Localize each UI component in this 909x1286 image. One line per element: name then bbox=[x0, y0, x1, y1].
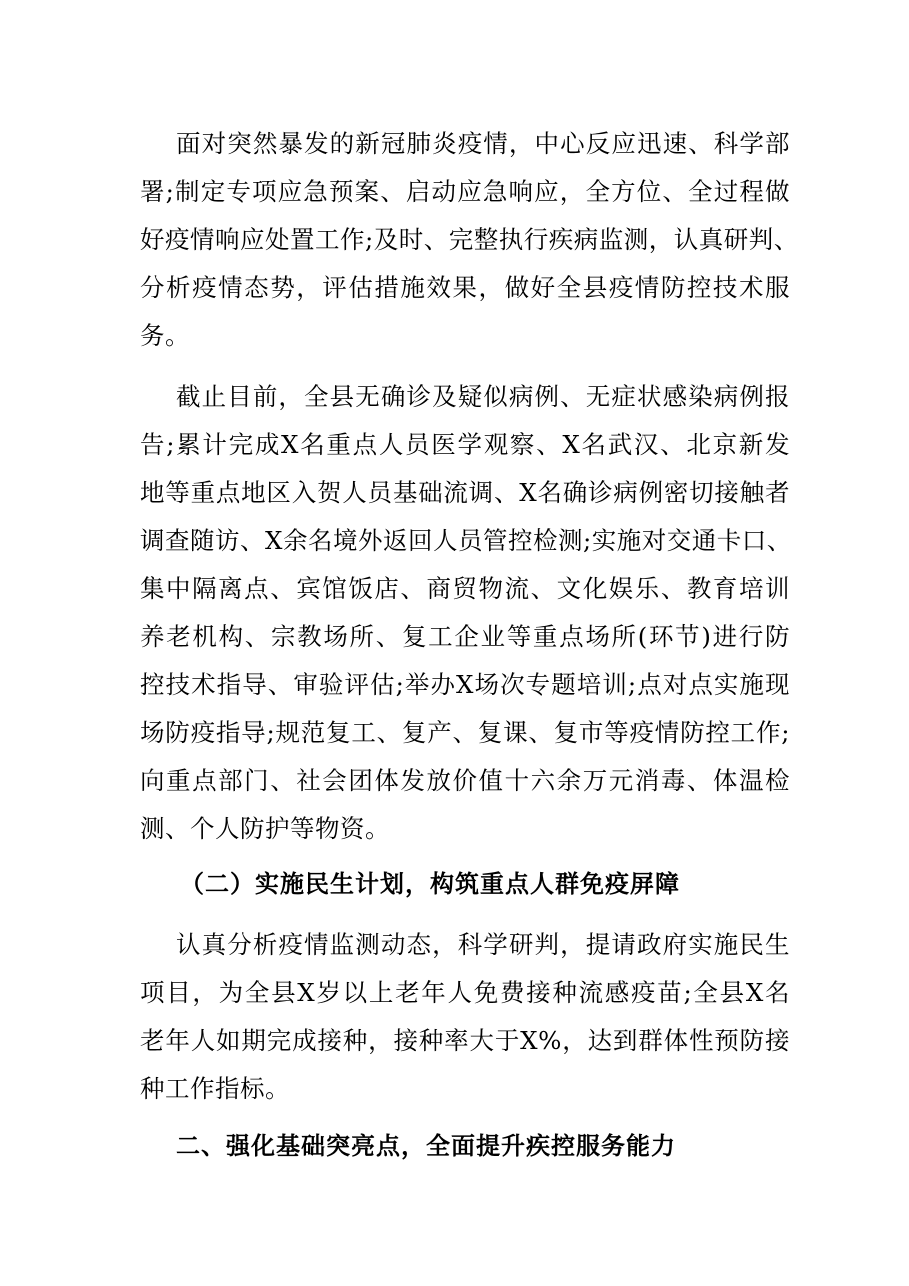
text-line: 场防疫指导;规范复工、复产、复课、复市等疫情防控工作; bbox=[140, 718, 790, 747]
text-line: 告;累计完成X名重点人员医学观察、X名武汉、北京新发 bbox=[140, 430, 790, 459]
text-line: 好疫情响应处置工作;及时、完整执行疾病监测，认真研判、 bbox=[140, 225, 799, 254]
text-line: 养老机构、宗教场所、复工企业等重点场所(环节)进行防 bbox=[140, 622, 790, 651]
text-line: 地等重点地区入贺人员基础流调、X名确诊病例密切接触者 bbox=[140, 478, 790, 507]
text-line: 项目，为全县X岁以上老年人免费接种流感疫苗;全县X名 bbox=[140, 978, 790, 1007]
text-line: 向重点部门、社会团体发放价值十六余万元消毒、体温检 bbox=[140, 766, 790, 795]
text-line: 截止目前，全县无确诊及疑似病例、无症状感染病例报 bbox=[176, 382, 790, 411]
text-line: 认真分析疫情监测动态，科学研判，提请政府实施民生 bbox=[176, 930, 790, 959]
section-subheading: （二）实施民生计划，构筑重点人群免疫屏障 bbox=[180, 870, 680, 898]
text-line: 务。 bbox=[140, 321, 190, 350]
text-line: 老年人如期完成接种，接种率大于X%，达到群体性预防接 bbox=[140, 1026, 790, 1055]
text-line: 分析疫情态势，评估措施效果，做好全县疫情防控技术服 bbox=[140, 273, 790, 302]
text-line: 控技术指导、审验评估;举办X场次专题培训;点对点实施现 bbox=[140, 670, 790, 699]
text-line: 面对突然暴发的新冠肺炎疫情，中心反应迅速、科学部 bbox=[176, 129, 790, 158]
text-line: 测、个人防护等物资。 bbox=[140, 814, 390, 843]
text-line: 种工作指标。 bbox=[140, 1074, 290, 1103]
text-line: 署;制定专项应急预案、启动应急响应，全方位、全过程做 bbox=[140, 177, 790, 206]
text-line: 集中隔离点、宾馆饭店、商贸物流、文化娱乐、教育培训 bbox=[140, 574, 790, 603]
text-line: 调查随访、X余名境外返回人员管控检测;实施对交通卡口、 bbox=[140, 526, 792, 555]
section-heading: 二、强化基础突亮点，全面提升疾控服务能力 bbox=[176, 1132, 676, 1160]
